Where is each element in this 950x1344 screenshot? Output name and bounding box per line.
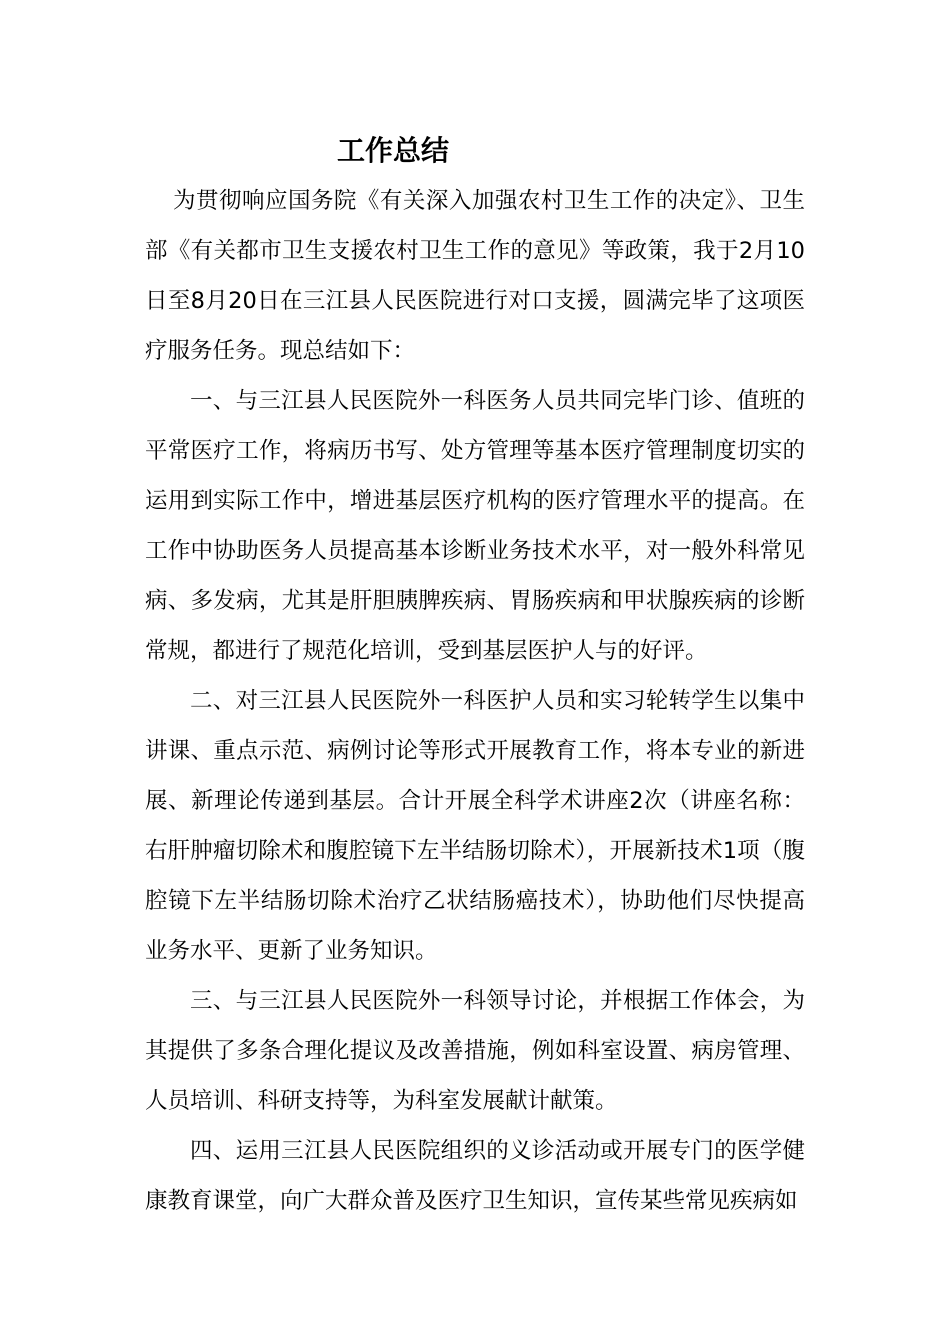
paragraph-section-1: 一、与三江县人民医院外一科医务人员共同完毕门诊、值班的平常医疗工作，将病历书写、处方管理等基本医疗管理制度切实的运用到实际工作中，增进基层医疗机构的医疗管理水平的提高。在工作中协助医务人员提高基本诊断业务技术水平，对一般外科常见病、多发病，尤其是肝胆胰脾疾病、胃肠疾病和甲状腺疾病的诊断常规，都进行了规范化培训，受到基层医护人与的好评。	[145, 388, 805, 664]
document-title: 工作总结	[336, 134, 449, 167]
paragraph-intro: 为贯彻响应国务院《有关深入加强农村卫生工作的决定》、卫生部《有关都市卫生支援农村卫生工作的意见》等政策，我于2月10日至8月20日在三江县人民医院进行对口支援，圆满完毕了这项医疗服务任务。现总结如下：	[145, 188, 805, 364]
paragraph-section-3: 三、与三江县人民医院外一科领导讨论，并根据工作体会，为其提供了多条合理化提议及改善措施，例如科室设置、病房管理、人员培训、科研支持等，为科室发展献计献策。	[145, 988, 805, 1114]
paragraph-section-4: 四、运用三江县人民医院组织的义诊活动或开展专门的医学健康教育课堂，向广大群众普及医疗卫生知识，宣传某些常见疾病如	[145, 1138, 805, 1214]
paragraph-section-2: 二、对三江县人民医院外一科医护人员和实习轮转学生以集中讲课、重点示范、病例讨论等形式开展教育工作，将本专业的新进展、新理论传递到基层。合计开展全科学术讲座2次（讲座名称：右肝肿瘤切除术和腹腔镜下左半结肠切除术），开展新技术1项（腹腔镜下左半结肠切除术治疗乙状结肠癌技术），协助他们尽快提高业务水平、更新了业务知识。	[145, 688, 805, 964]
document-body	[145, 176, 805, 1226]
